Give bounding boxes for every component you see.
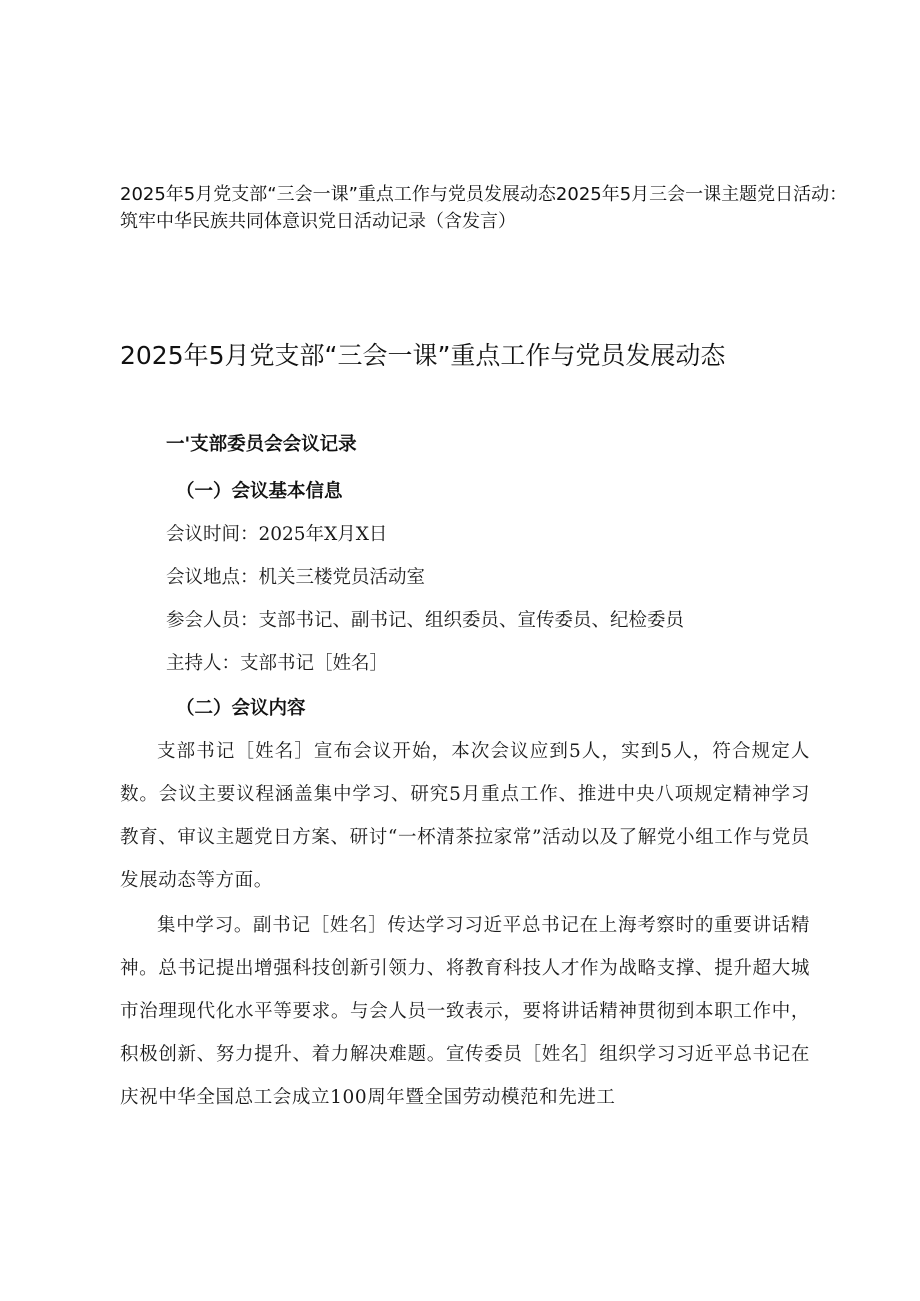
paragraph-meeting-opening: 支部书记［姓名］宣布会议开始，本次会议应到5人，实到5人，符合规定人数。会议主要议程涵盖集中学习、研究5月重点工作、推进中央八项规定精神学习教育、审议主题党日方案、研讨“一杯清茶拉家常”活动以及了解党小组工作与党员发展动态等方面。	[120, 741, 810, 891]
document-title	[120, 181, 848, 235]
paragraph-collective-study: 集中学习。副书记［姓名］传达学习习近平总书记在上海考察时的重要讲话精神。总书记提出增强科技创新引领力、将教育科技人才作为战略支撑、提升超大城市治理现代化水平等要求。与会人员一致表示，要将讲话精神贯彻到本职工作中，积极创新、努力提升、着力解决难题。宣传委员［姓名］组织学习习近平总书记在庆祝中华全国总工会成立100周年暨全国劳动模范和先进工	[120, 915, 810, 1108]
meeting-time: 会议时间：2025年X月X日	[166, 524, 388, 545]
meeting-host: 主持人：支部书记［姓名］	[166, 653, 389, 674]
subheading-meeting-content: （二）会议内容	[176, 698, 306, 719]
document-title-line-1: 2025年5月党支部“三会一课”重点工作与党员发展动态2025年5月三会一课主题党日活动：	[120, 184, 848, 205]
section-heading-committee-meeting: 一'支部委员会会议记录	[166, 434, 357, 455]
meeting-attendees: 参会人员：支部书记、副书记、组织委员、宣传委员、纪检委员	[166, 610, 685, 631]
meeting-place: 会议地点：机关三楼党员活动室	[166, 567, 426, 588]
main-heading: 2025年5月党支部“三会一课”重点工作与党员发展动态	[120, 341, 726, 370]
document-title-line-2: 筑牢中华民族共同体意识党日活动记录（含发言）	[120, 211, 516, 232]
subheading-basic-info: （一）会议基本信息	[176, 481, 343, 502]
